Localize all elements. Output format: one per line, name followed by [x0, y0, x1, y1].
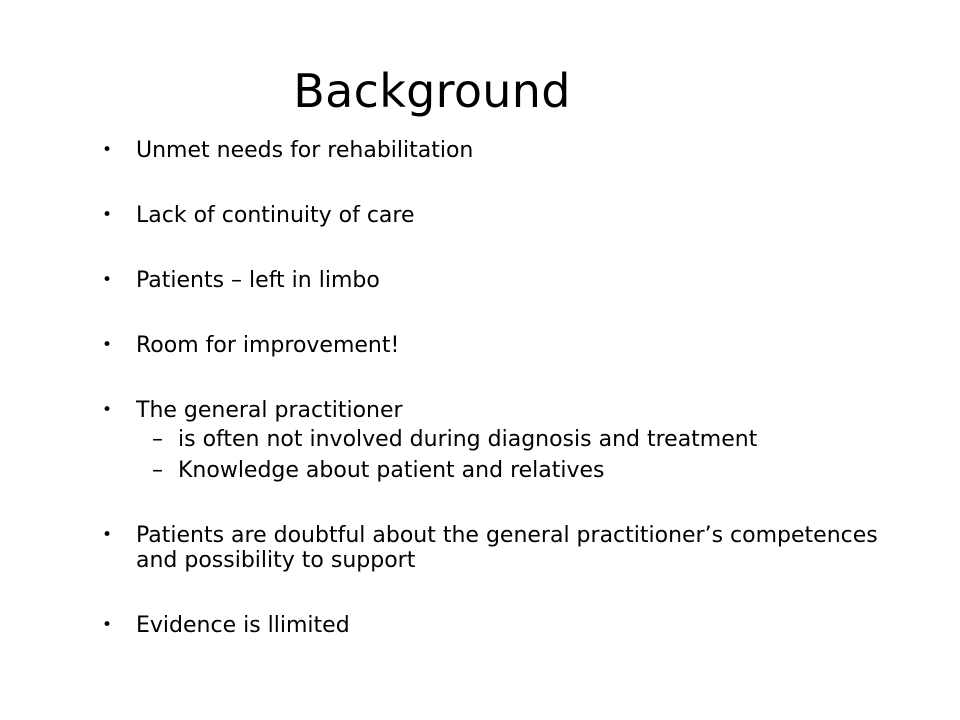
- bullet-marker-icon: •: [102, 525, 113, 545]
- slide-title: Background: [293, 64, 571, 118]
- sub-bullet-list: [136, 427, 882, 483]
- bullet-text: Unmet needs for rehabilitation: [136, 138, 474, 163]
- bullet-item: [102, 138, 882, 163]
- sub-bullet-text: Knowledge about patient and relatives: [178, 458, 605, 483]
- bullet-text: The general practitioner: [136, 398, 403, 423]
- bullet-text: Lack of continuity of care: [136, 203, 415, 228]
- bullet-marker-icon: •: [102, 205, 113, 225]
- bullet-text: Patients are doubtful about the general practitioner’s competences and possibility to support: [136, 523, 878, 573]
- sub-bullet-item: [136, 458, 882, 483]
- bullet-text: Evidence is llimited: [136, 613, 350, 638]
- bullet-marker-icon: •: [102, 400, 113, 420]
- dash-marker-icon: –: [152, 458, 163, 483]
- bullet-item: [102, 523, 882, 573]
- bullet-marker-icon: •: [102, 335, 113, 355]
- bullet-text: Room for improvement!: [136, 333, 400, 358]
- bullet-marker-icon: •: [102, 615, 113, 635]
- bullet-item: [102, 398, 882, 483]
- sub-bullet-text: is often not involved during diagnosis and treatment: [178, 427, 758, 452]
- dash-marker-icon: –: [152, 427, 163, 452]
- bullet-text: Patients – left in limbo: [136, 268, 380, 293]
- bullet-marker-icon: •: [102, 140, 113, 160]
- bullet-list: [102, 138, 882, 638]
- bullet-item: [102, 268, 882, 293]
- sub-bullet-item: [136, 427, 882, 452]
- bullet-item: [102, 203, 882, 228]
- bullet-item: [102, 613, 882, 638]
- bullet-item: [102, 333, 882, 358]
- bullet-marker-icon: •: [102, 270, 113, 290]
